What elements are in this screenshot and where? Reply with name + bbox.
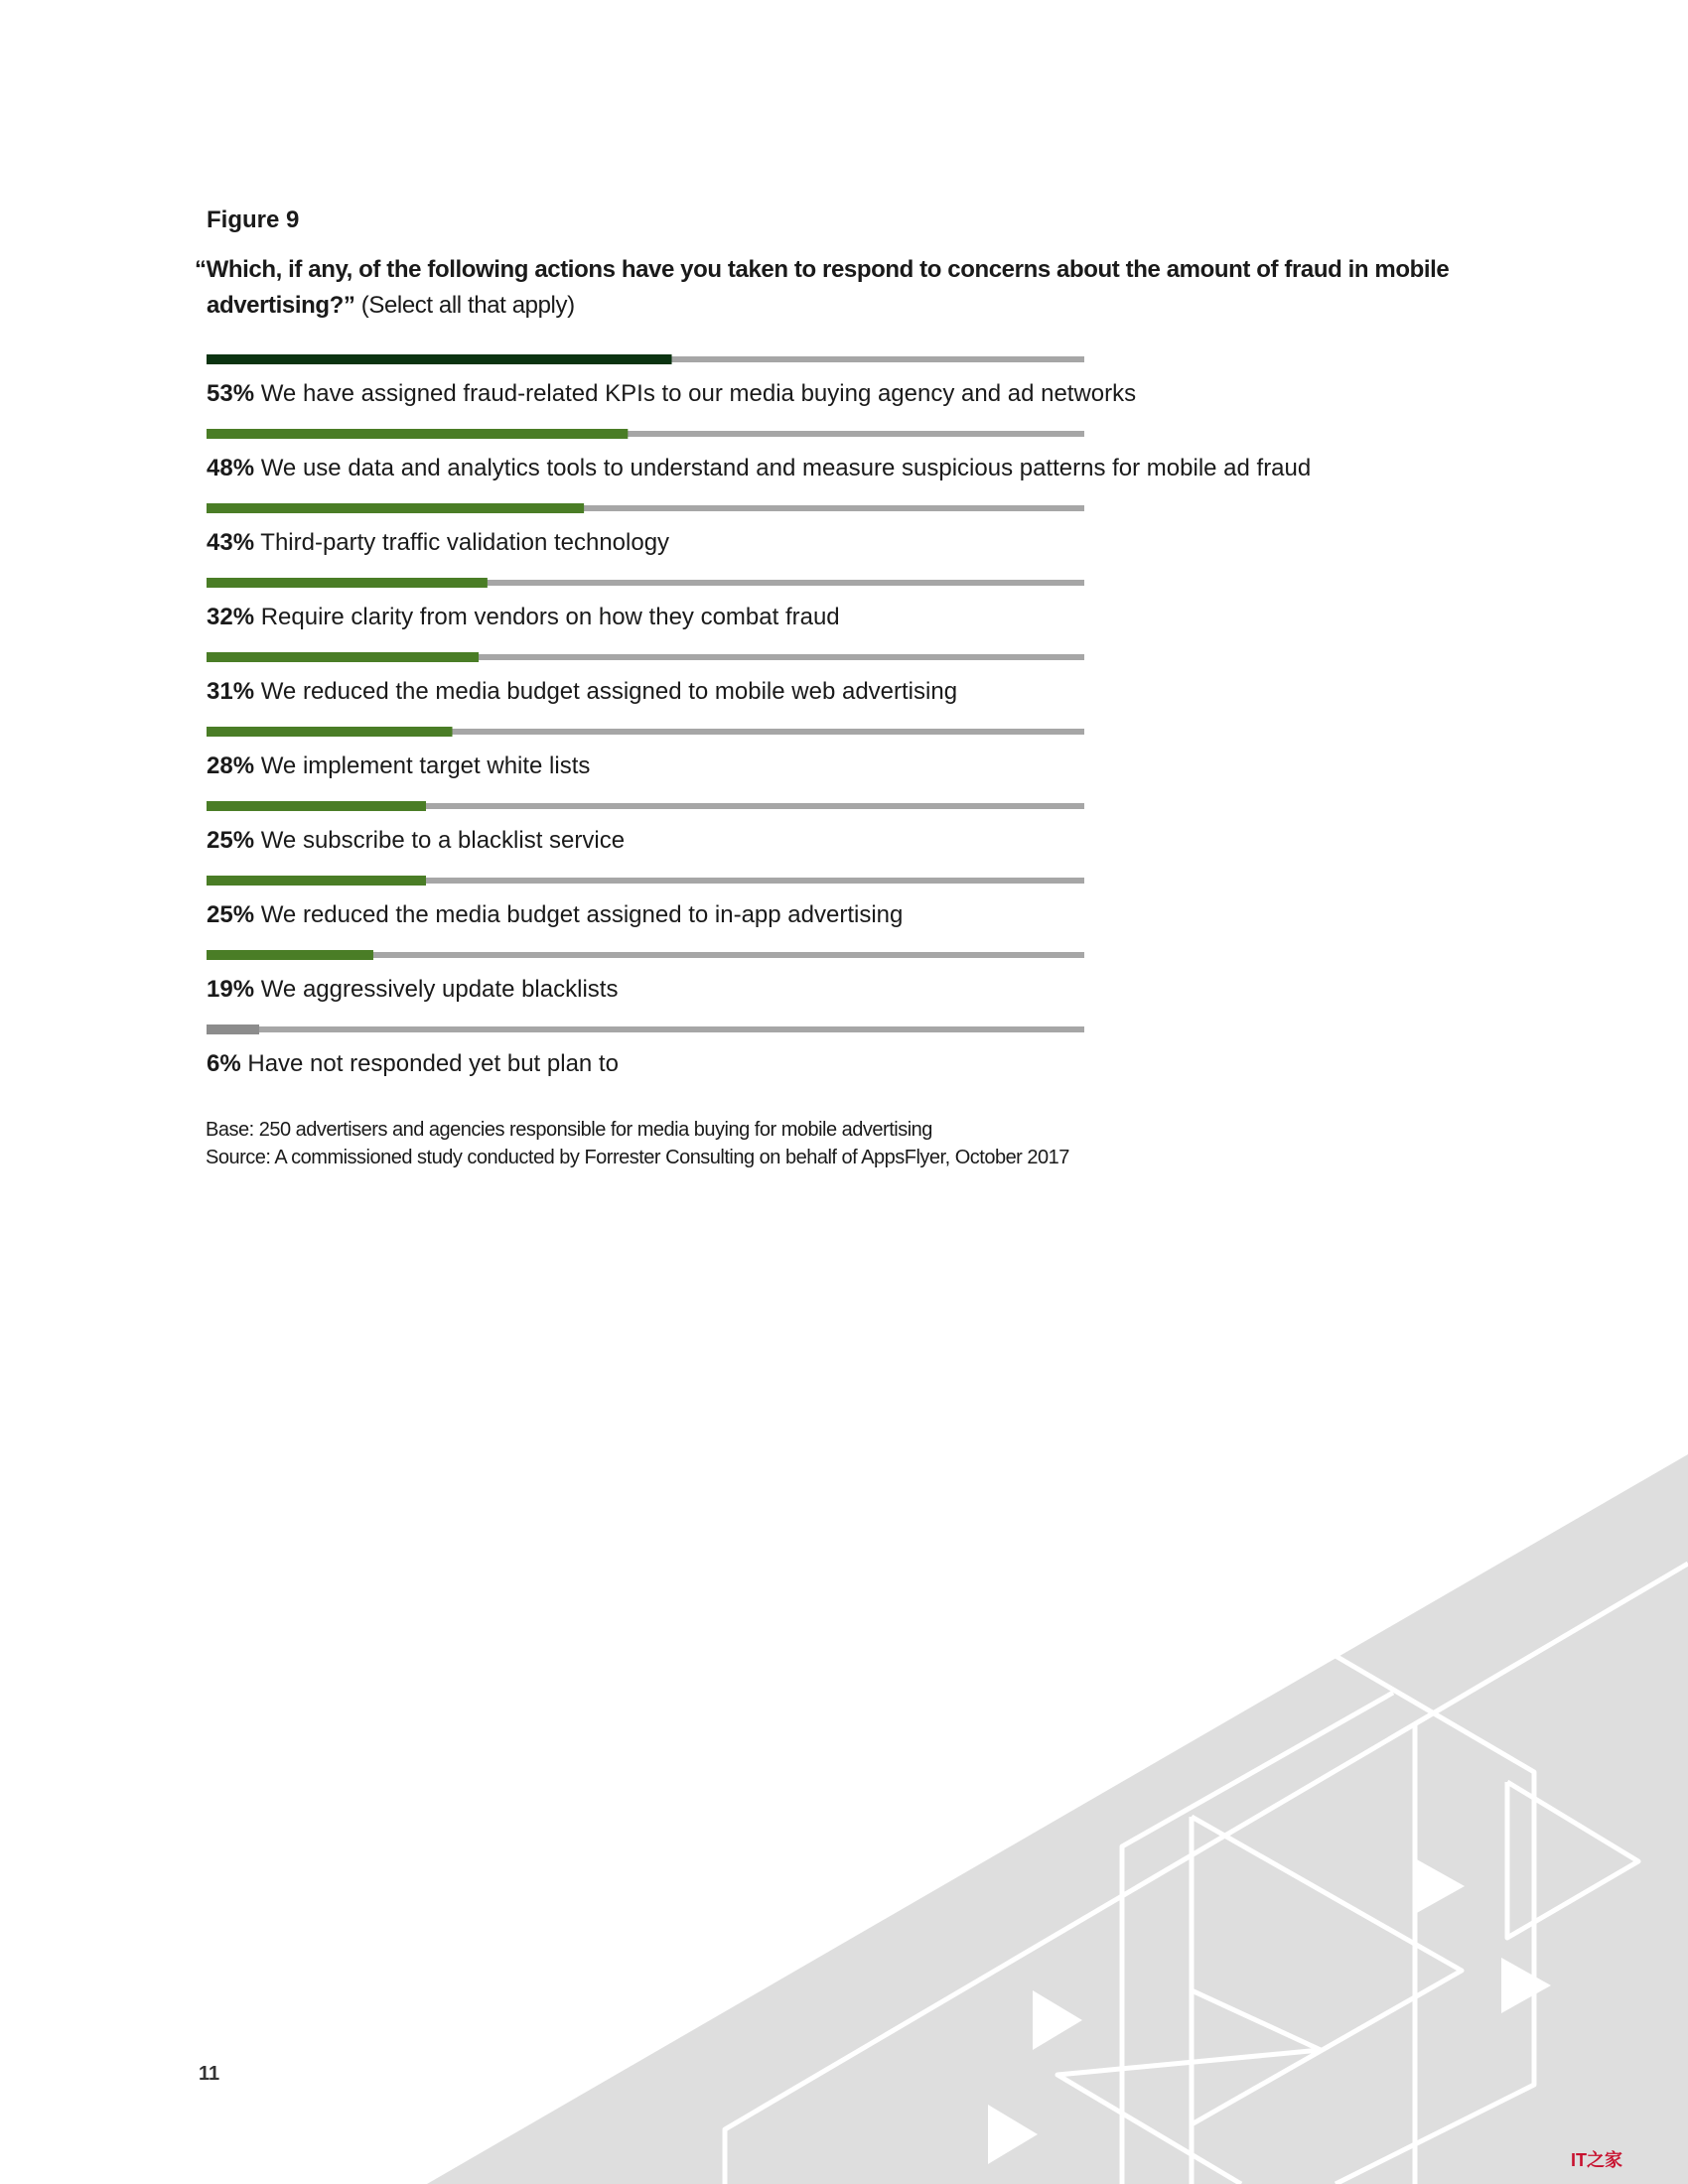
bar-5 [207, 652, 479, 662]
bar-label-2 [207, 454, 1311, 483]
bar-label-6 [207, 751, 590, 781]
bar-label-3 [207, 528, 669, 558]
footnote-base: Base: 250 advertisers and agencies responsible for media buying for mobile advertising [206, 1119, 932, 1141]
bar-category-label: We reduced the media budget assigned to in-app advertising [254, 901, 904, 928]
bar-6 [207, 727, 453, 737]
bar-category-label: We reduced the media budget assigned to mobile web advertising [254, 678, 958, 705]
page-number: 11 [199, 2063, 220, 2085]
bar-10 [207, 1024, 259, 1034]
bar-2 [207, 429, 628, 439]
watermark-logo: IT之家 [1571, 2150, 1622, 2170]
question-line-2: advertising?” [207, 292, 355, 319]
footnote [206, 1116, 1069, 1171]
bar-category-label: We implement target white lists [254, 752, 591, 779]
bar-value-label: 53% [207, 380, 255, 407]
bar-8 [207, 876, 426, 886]
bar-category-label: We aggressively update blacklists [254, 976, 619, 1003]
bar-4 [207, 578, 488, 588]
bar-track [207, 1026, 1084, 1032]
bar-value-label: 31% [207, 678, 255, 705]
question-suffix: (Select all that apply) [354, 292, 575, 319]
bar-value-label: 28% [207, 752, 255, 779]
bar-1 [207, 354, 672, 364]
bar-label-1 [207, 379, 1136, 409]
bar-category-label: We subscribe to a blacklist service [254, 827, 626, 854]
bar-label-10 [207, 1049, 619, 1079]
bar-3 [207, 503, 584, 513]
bar-label-5 [207, 677, 957, 707]
bar-category-label: Have not responded yet but plan to [240, 1050, 619, 1077]
figure-label: Figure 9 [207, 206, 300, 233]
bar-value-label: 25% [207, 827, 255, 854]
bar-category-label: We have assigned fraud-related KPIs to our media buying agency and ad networks [254, 380, 1137, 407]
bar-7 [207, 801, 426, 811]
question-line-1: “Which, if any, of the following actions have you taken to respond to concerns about the amount of fraud in mobile [195, 256, 1450, 283]
bar-value-label: 6% [207, 1050, 241, 1077]
bar-category-label: Require clarity from vendors on how they combat fraud [254, 604, 840, 630]
bar-label-4 [207, 603, 840, 632]
bar-category-label: We use data and analytics tools to understand and measure suspicious patterns for mobile ad fraud [254, 455, 1312, 481]
bar-value-label: 25% [207, 901, 255, 928]
bar-label-7 [207, 826, 625, 856]
bar-category-label: Third-party traffic validation technology [254, 529, 670, 556]
bar-9 [207, 950, 373, 960]
bar-value-label: 48% [207, 455, 255, 481]
bar-value-label: 43% [207, 529, 255, 556]
bar-label-9 [207, 975, 618, 1005]
bar-value-label: 32% [207, 604, 255, 630]
footnote-source: Source: A commissioned study conducted by Forrester Consulting on behalf of AppsFlyer, October 2017 [206, 1147, 1069, 1168]
bar-label-8 [207, 900, 903, 930]
bar-value-label: 19% [207, 976, 255, 1003]
